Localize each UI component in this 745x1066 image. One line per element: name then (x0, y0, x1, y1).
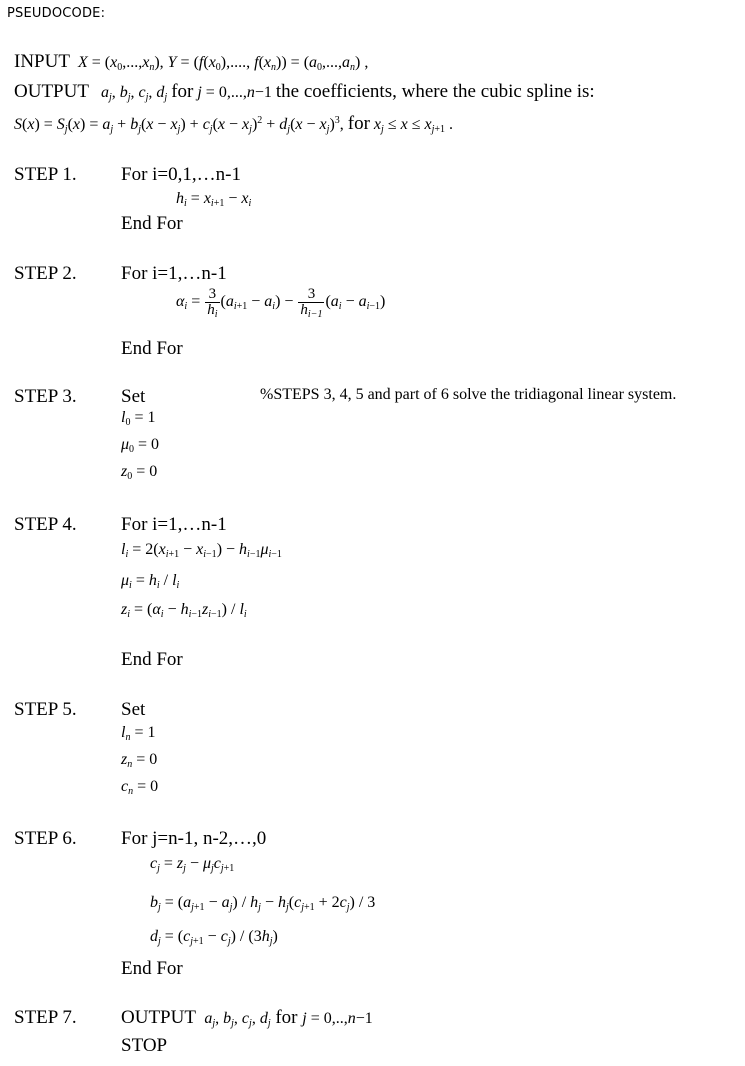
step-6-label: STEP 6. (14, 828, 77, 849)
step-5-header: Set (121, 699, 146, 720)
step-6-end-for: End For (121, 958, 183, 979)
step-4-end-for: End For (121, 649, 183, 670)
output-for-word: for (171, 81, 194, 102)
step-6-eq-b: $b_j = (a_{j+1} - a_j) / h_j - h_j(c_{j+1} + 2c_j) / 3$ (150, 894, 376, 913)
step-4-eq-l: $l_i = 2(x_{i+1} - x_{i-1}) - h_{i-1}\mu_{i-1}$ (121, 541, 282, 560)
step-5-eq-cn: $c_n = 0$ (121, 778, 159, 797)
step-6-header: For j=n-1, n-2,…,0 (121, 828, 267, 849)
step-7-label: STEP 7. (14, 1007, 77, 1028)
step-3-label: STEP 3. (14, 386, 77, 407)
step-5-label: STEP 5. (14, 699, 77, 720)
step-2-end-for: End For (121, 338, 183, 359)
step-6-eq-c: $c_j = z_j - \mu_jc_{j+1}$ (150, 855, 235, 874)
step-4-eq-mu: $\mu_i = h_i / l_i$ (121, 572, 180, 591)
step-7-stop: STOP (121, 1035, 168, 1056)
pseudocode-heading: PSEUDOCODE: (7, 6, 106, 21)
step-5-eq-ln: $l_n = 1$ (121, 724, 156, 743)
output-line (14, 81, 595, 103)
step-3-eq-l0: $l_0 = 1$ (121, 409, 156, 428)
step-1-label: STEP 1. (14, 164, 77, 185)
output-range: j = 0,...,n−1 (197, 84, 272, 101)
input-formula: $X = (x_0,...,x_n)$, $Y = (f(x_0)$,...., $f(x_n)) = (a_0,...,a_n)$ , (77, 54, 369, 73)
step-3-eq-z0: $z_0 = 0$ (121, 463, 158, 482)
step-3-comment: %STEPS 3, 4, 5 and part of 6 solve the tridiagonal linear system. (260, 386, 677, 403)
step-7-line (121, 1007, 373, 1029)
step-2-label: STEP 2. (14, 263, 77, 284)
step-3-eq-mu0: $\mu_0 = 0$ (121, 436, 160, 455)
step-4-header: For i=1,…n-1 (121, 514, 227, 535)
input-keyword: INPUT (14, 51, 70, 72)
step-6-eq-d: $d_j = (c_{j+1} - c_j) / (3h_j)$ (150, 928, 278, 947)
step-4-eq-z: $z_i = (\alpha_i - h_{i-1}z_{i-1}) / l_i$ (121, 601, 247, 620)
step-7-coefficients: $a_j$, $b_j$, $c_j$, $d_j$ (204, 1010, 271, 1029)
output-coefficients: $a_j$, $b_j$, $c_j$, $d_j$ (100, 84, 168, 103)
step-2-eq-alpha: $\alpha_i$ = $\frac{3}{h_i}$ $(a_{i+1} - a_i)$ − $\frac{3}{h_{i-1}}$ $(a_i - a_{i-1})$ (176, 286, 386, 320)
step-4-label: STEP 4. (14, 514, 77, 535)
output-keyword: OUTPUT (14, 81, 89, 102)
step-3-header: Set (121, 386, 146, 407)
input-line (14, 51, 368, 73)
step-1-eq-h: $h_i = x_{i+1} - x_i$ (176, 190, 252, 209)
step-7-range: j = 0,..,n−1 (302, 1010, 373, 1027)
step-2-header: For i=1,…n-1 (121, 263, 227, 284)
step-7-output-keyword: OUTPUT (121, 1007, 196, 1028)
spline-definition: $S(x) = S_j(x) = a_j + b_j(x - x_j) + c_j(x - x_j)^2 + d_j(x - x_j)^3$, for $x_j \le x \le x_{j+1}$ . (14, 113, 454, 135)
step-7-for-word: for (275, 1007, 298, 1028)
step-1-end-for: End For (121, 213, 183, 234)
step-1-header: For i=0,1,…n-1 (121, 164, 241, 185)
step-5-eq-zn: $z_n = 0$ (121, 751, 158, 770)
output-description: the coefficients, where the cubic spline is: (275, 81, 595, 102)
